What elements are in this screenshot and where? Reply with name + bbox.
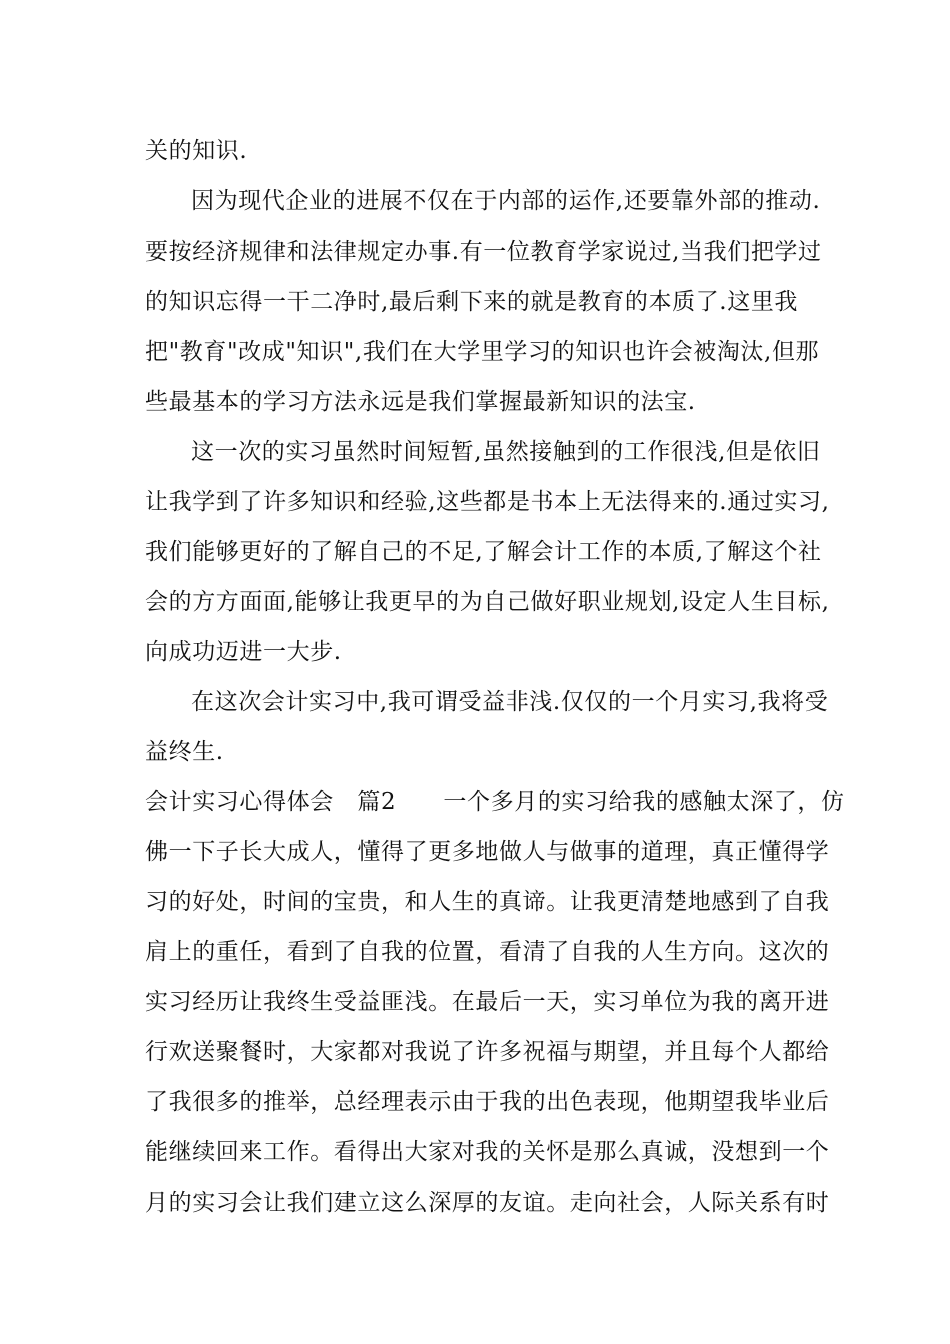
- text-line: 把"教育"改成"知识",我们在大学里学习的知识也许会被淘汰,但那: [145, 339, 820, 365]
- text-line: 在这次会计实习中,我可谓受益非浅.仅仅的一个月实习,我将受: [191, 689, 829, 715]
- text-line: 了我很多的推举，总经理表示由于我的出色表现，他期望我毕业后: [145, 1089, 830, 1115]
- section-heading-line: 会计实习心得体会 篇2 一个多月的实习给我的感触太深了，仿: [145, 789, 845, 815]
- text-line: 会的方方面面,能够让我更早的为自己做好职业规划,设定人生目标,: [145, 589, 830, 615]
- text-line: 益终生.: [145, 739, 224, 765]
- text-line: 关的知识.: [145, 138, 248, 164]
- text-line: 些最基本的学习方法永远是我们掌握最新知识的法宝.: [145, 389, 696, 415]
- text-line: 的知识忘得一干二净时,最后剩下来的就是教育的本质了.这里我: [145, 289, 799, 315]
- text-line: 佛一下子长大成人，懂得了更多地做人与做事的道理，真正懂得学: [145, 839, 830, 865]
- text-line: 因为现代企业的进展不仅在于内部的运作,还要靠外部的推动.: [191, 188, 821, 214]
- text-line: 这一次的实习虽然时间短暂,虽然接触到的工作很浅,但是依旧: [191, 439, 821, 465]
- text-line: 行欢送聚餐时，大家都对我说了许多祝福与期望，并且每个人都给: [145, 1039, 830, 1065]
- text-line: 实习经历让我终生受益匪浅。在最后一天，实习单位为我的离开进: [145, 989, 830, 1015]
- text-line: 要按经济规律和法律规定办事.有一位教育学家说过,当我们把学过: [145, 239, 822, 265]
- text-line: 向成功迈进一大步.: [145, 639, 342, 665]
- text-line: 习的好处，时间的宝贵，和人生的真谛。让我更清楚地感到了自我: [145, 889, 830, 915]
- text-line: 我们能够更好的了解自己的不足,了解会计工作的本质,了解这个社: [145, 539, 822, 565]
- text-line: 让我学到了许多知识和经验,这些都是书本上无法得来的.通过实习,: [145, 489, 830, 515]
- text-line: 肩上的重任，看到了自我的位置，看清了自我的人生方向。这次的: [145, 939, 830, 965]
- text-line: 能继续回来工作。看得出大家对我的关怀是那么真诚，没想到一个: [145, 1139, 830, 1165]
- text-line: 月的实习会让我们建立这么深厚的友谊。走向社会，人际关系有时: [145, 1190, 830, 1216]
